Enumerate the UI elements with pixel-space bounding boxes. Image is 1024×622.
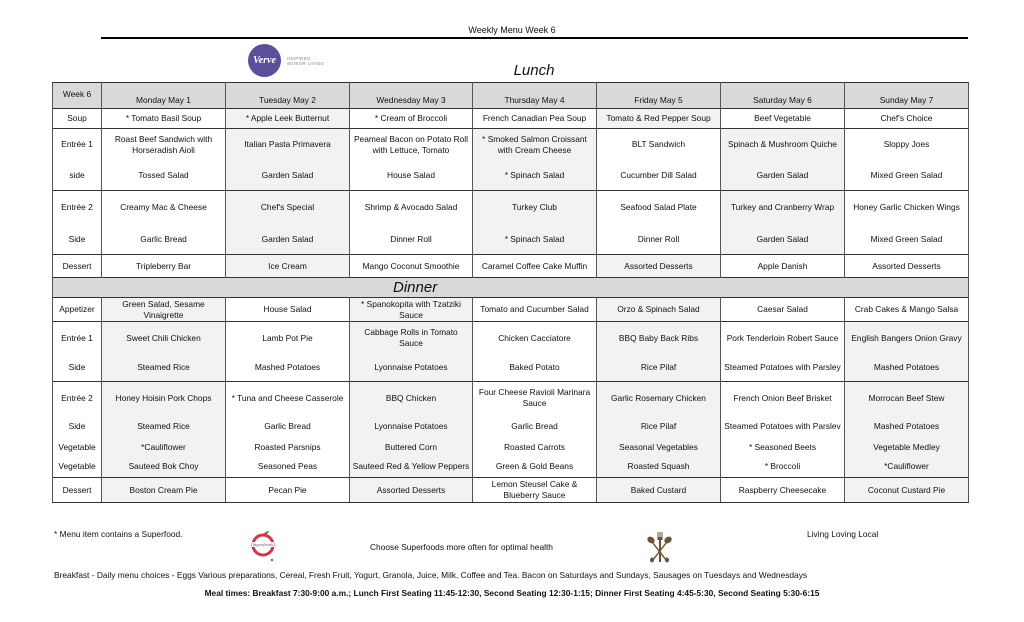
verve-logo-tagline: INSPIRED SENIOR LIVING: [287, 55, 325, 66]
menu-row: [53, 456, 969, 478]
menu-item: Caramel Coffee Cake Muffin: [473, 255, 597, 278]
menu-item: Roasted Squash: [597, 456, 721, 478]
row-label: Side: [53, 225, 102, 255]
menu-item: Rice Pilaf: [597, 415, 721, 439]
menu-item: Garden Salad: [226, 161, 350, 191]
superfood-apple-logo: [250, 530, 276, 562]
menu-table: [52, 82, 969, 503]
fork-spoon-icon: [645, 530, 673, 564]
menu-item: Honey Garlic Chicken Wings: [845, 191, 969, 225]
menu-item: Four Cheese Ravioli Marinara Sauce: [473, 382, 597, 415]
menu-item: Garden Salad: [721, 161, 845, 191]
menu-item: Spinach & Mushroom Quiche: [721, 129, 845, 161]
menu-item: Rice Pilaf: [597, 355, 721, 382]
menu-item: Roasted Parsnips: [226, 439, 350, 456]
menu-item: Mashed Potatoes: [845, 415, 969, 439]
day-header: Friday May 5: [597, 83, 721, 109]
row-label: Dessert: [53, 255, 102, 278]
menu-item: Mango Coconut Smoothie: [350, 255, 473, 278]
menu-item: Sauteed Bok Choy: [102, 456, 226, 478]
menu-item: * Tuna and Cheese Casserole: [226, 382, 350, 415]
page-title: Weekly Menu Week 6: [468, 25, 556, 35]
row-label: Entrée 1: [53, 322, 102, 355]
menu-item: Caesar Salad: [721, 298, 845, 322]
menu-item: Boston Cream Pie: [102, 478, 226, 503]
menu-item: Seasoned Peas: [226, 456, 350, 478]
menu-item: Pecan Pie: [226, 478, 350, 503]
menu-item: Sloppy Joes: [845, 129, 969, 161]
menu-item: Apple Danish: [721, 255, 845, 278]
menu-row: [53, 322, 969, 355]
menu-item: * Broccoli: [721, 456, 845, 478]
menu-row: [53, 161, 969, 191]
title-rule: [101, 37, 968, 39]
menu-item: Garlic Bread: [102, 225, 226, 255]
day-header: Tuesday May 2: [226, 83, 350, 109]
superfood-tip: Choose Superfoods more often for optimal health: [370, 542, 553, 552]
menu-item: Garlic Bread: [226, 415, 350, 439]
menu-item: Steamed Rice: [102, 355, 226, 382]
menu-item: Tomato and Cucumber Salad: [473, 298, 597, 322]
day-header: Sunday May 7: [845, 83, 969, 109]
menu-item: BBQ Chicken: [350, 382, 473, 415]
row-label: Entrée 2: [53, 382, 102, 415]
menu-item: * Spinach Salad: [473, 225, 597, 255]
menu-item: BLT Sandwich: [597, 129, 721, 161]
row-label: Appetizer: [53, 298, 102, 322]
menu-item: *Cauliflower: [845, 456, 969, 478]
week-label: Week 6: [53, 83, 102, 109]
menu-item: * Seasoned Beets: [721, 439, 845, 456]
row-label: Side: [53, 355, 102, 382]
menu-item: Seasonal Vegetables: [597, 439, 721, 456]
menu-row: [53, 191, 969, 225]
menu-item: BBQ Baby Back Ribs: [597, 322, 721, 355]
menu-item: Green & Gold Beans: [473, 456, 597, 478]
row-label: Side: [53, 415, 102, 439]
menu-row: [53, 478, 969, 503]
menu-item: Garden Salad: [721, 225, 845, 255]
menu-item: Roasted Carrots: [473, 439, 597, 456]
menu-item: Chicken Cacciatore: [473, 322, 597, 355]
dinner-title: Dinner: [53, 278, 969, 298]
menu-item: Steamed Potatoes with Parsley: [721, 355, 845, 382]
menu-row: [53, 415, 969, 439]
menu-item: Buttered Corn: [350, 439, 473, 456]
menu-item: * Spinach Salad: [473, 161, 597, 191]
menu-item: * Smoked Salmon Croissant with Cream Cheese: [473, 129, 597, 161]
row-label: Dessert: [53, 478, 102, 503]
menu-row: [53, 298, 969, 322]
superfood-note: * Menu item contains a Superfood.: [54, 529, 183, 539]
menu-item: * Spanokopita with Tzatziki Sauce: [350, 298, 473, 322]
menu-item: Morrocan Beef Stew: [845, 382, 969, 415]
menu-item: Green Salad, Sesame Vinaigrette: [102, 298, 226, 322]
menu-item: Assorted Desserts: [845, 255, 969, 278]
row-label: Entrée 2: [53, 191, 102, 225]
menu-item: Dinner Roll: [350, 225, 473, 255]
breakfast-info: Breakfast - Daily menu choices - Eggs Various preparations, Cereal, Fresh Fruit, Yogurt, Granola, Juice, Milk, Coffee and Tea. Bacon on Saturdays and Sundays, Sausages on Tuesdays and Wednesdays: [54, 570, 808, 580]
lunch-title: Lunch: [513, 62, 555, 79]
menu-row: [53, 255, 969, 278]
menu-item: Tossed Salad: [102, 161, 226, 191]
menu-row: [53, 129, 969, 161]
menu-row: [53, 109, 969, 129]
menu-row: [53, 382, 969, 415]
menu-item: House Salad: [350, 161, 473, 191]
menu-item: Assorted Desserts: [597, 255, 721, 278]
menu-row: [53, 225, 969, 255]
menu-item: Peameal Bacon on Potato Roll with Lettuce, Tomato: [350, 129, 473, 161]
menu-item: Sweet Chili Chicken: [102, 322, 226, 355]
menu-item: Cucumber Dill Salad: [597, 161, 721, 191]
menu-item: Crab Cakes & Mango Salsa: [845, 298, 969, 322]
superfood-logo-text: Superfoods: [252, 542, 274, 547]
menu-item: Mixed Green Salad: [845, 225, 969, 255]
meal-times: Meal times: Breakfast 7:30-9:00 a.m.; Lunch First Seating 11:45-12:30, Second Seating 12:30-1:15; Dinner First Seating 4:45-5:30, Second Seating 5:30-6:15: [204, 588, 820, 598]
menu-item: Mixed Green Salad: [845, 161, 969, 191]
menu-item: Tripleberry Bar: [102, 255, 226, 278]
menu-item: * Tomato Basil Soup: [102, 109, 226, 129]
menu-item: French Canadian Pea Soup: [473, 109, 597, 129]
menu-item: Shrimp & Avocado Salad: [350, 191, 473, 225]
menu-item: * Cream of Broccoli: [350, 109, 473, 129]
menu-item: Garlic Rosemary Chicken: [597, 382, 721, 415]
local-label: Living Loving Local: [807, 529, 879, 539]
menu-item: Dinner Roll: [597, 225, 721, 255]
menu-item: Roast Beef Sandwich with Horseradish Aioli: [102, 129, 226, 161]
menu-item: Creamy Mac & Cheese: [102, 191, 226, 225]
menu-item: Chef's Special: [226, 191, 350, 225]
menu-item: Mashed Potatoes: [226, 355, 350, 382]
verve-logo-mark: Verve: [248, 44, 281, 77]
menu-item: Baked Custard: [597, 478, 721, 503]
lunch-header-row: [53, 83, 969, 109]
menu-item: Sauteed Red & Yellow Peppers: [350, 456, 473, 478]
menu-item: Turkey and Cranberry Wrap: [721, 191, 845, 225]
menu-item: Garlic Bread: [473, 415, 597, 439]
menu-item: Steamed Potatoes with Parslev: [721, 415, 845, 439]
day-header: Saturday May 6: [721, 83, 845, 109]
menu-item: Beef Vegetable: [721, 109, 845, 129]
row-label: Vegetable: [53, 439, 102, 456]
menu-item: Italian Pasta Primavera: [226, 129, 350, 161]
menu-item: Coconut Custard Pie: [845, 478, 969, 503]
menu-item: Lyonnaise Potatoes: [350, 415, 473, 439]
menu-item: Tomato & Red Pepper Soup: [597, 109, 721, 129]
menu-row: [53, 355, 969, 382]
menu-item: Baked Potato: [473, 355, 597, 382]
menu-item: Steamed Rice: [102, 415, 226, 439]
menu-item: Honey Hoisin Pork Chops: [102, 382, 226, 415]
menu-item: Assorted Desserts: [350, 478, 473, 503]
menu-item: Lemon Steusel Cake & Blueberry Sauce: [473, 478, 597, 503]
menu-item: Vegetable Medley: [845, 439, 969, 456]
menu-item: Chef's Choice: [845, 109, 969, 129]
row-label: Entrée 1: [53, 129, 102, 161]
menu-item: Cabbage Rolls in Tomato Sauce: [350, 322, 473, 355]
menu-item: *Cauliflower: [102, 439, 226, 456]
menu-item: English Bangers Onion Gravy: [845, 322, 969, 355]
row-label: Soup: [53, 109, 102, 129]
menu-item: Lamb Pot Pie: [226, 322, 350, 355]
menu-item: Raspberry Cheesecake: [721, 478, 845, 503]
menu-row: [53, 439, 969, 456]
menu-item: Pork Tenderloin Robert Sauce: [721, 322, 845, 355]
row-label: Vegetable: [53, 456, 102, 478]
menu-item: Ice Cream: [226, 255, 350, 278]
day-header: Wednesday May 3: [350, 83, 473, 109]
menu-item: Orzo & Spinach Salad: [597, 298, 721, 322]
dinner-header-row: [53, 278, 969, 298]
menu-item: Mashed Potatoes: [845, 355, 969, 382]
day-header: Monday May 1: [102, 83, 226, 109]
menu-item: Garden Salad: [226, 225, 350, 255]
menu-item: House Salad: [226, 298, 350, 322]
day-header: Thursday May 4: [473, 83, 597, 109]
menu-item: Seafood Salad Plate: [597, 191, 721, 225]
menu-item: Turkey Club: [473, 191, 597, 225]
menu-item: French Onion Beef Brisket: [721, 382, 845, 415]
menu-item: * Apple Leek Butternut: [226, 109, 350, 129]
row-label: side: [53, 161, 102, 191]
menu-item: Lyonnaise Potatoes: [350, 355, 473, 382]
